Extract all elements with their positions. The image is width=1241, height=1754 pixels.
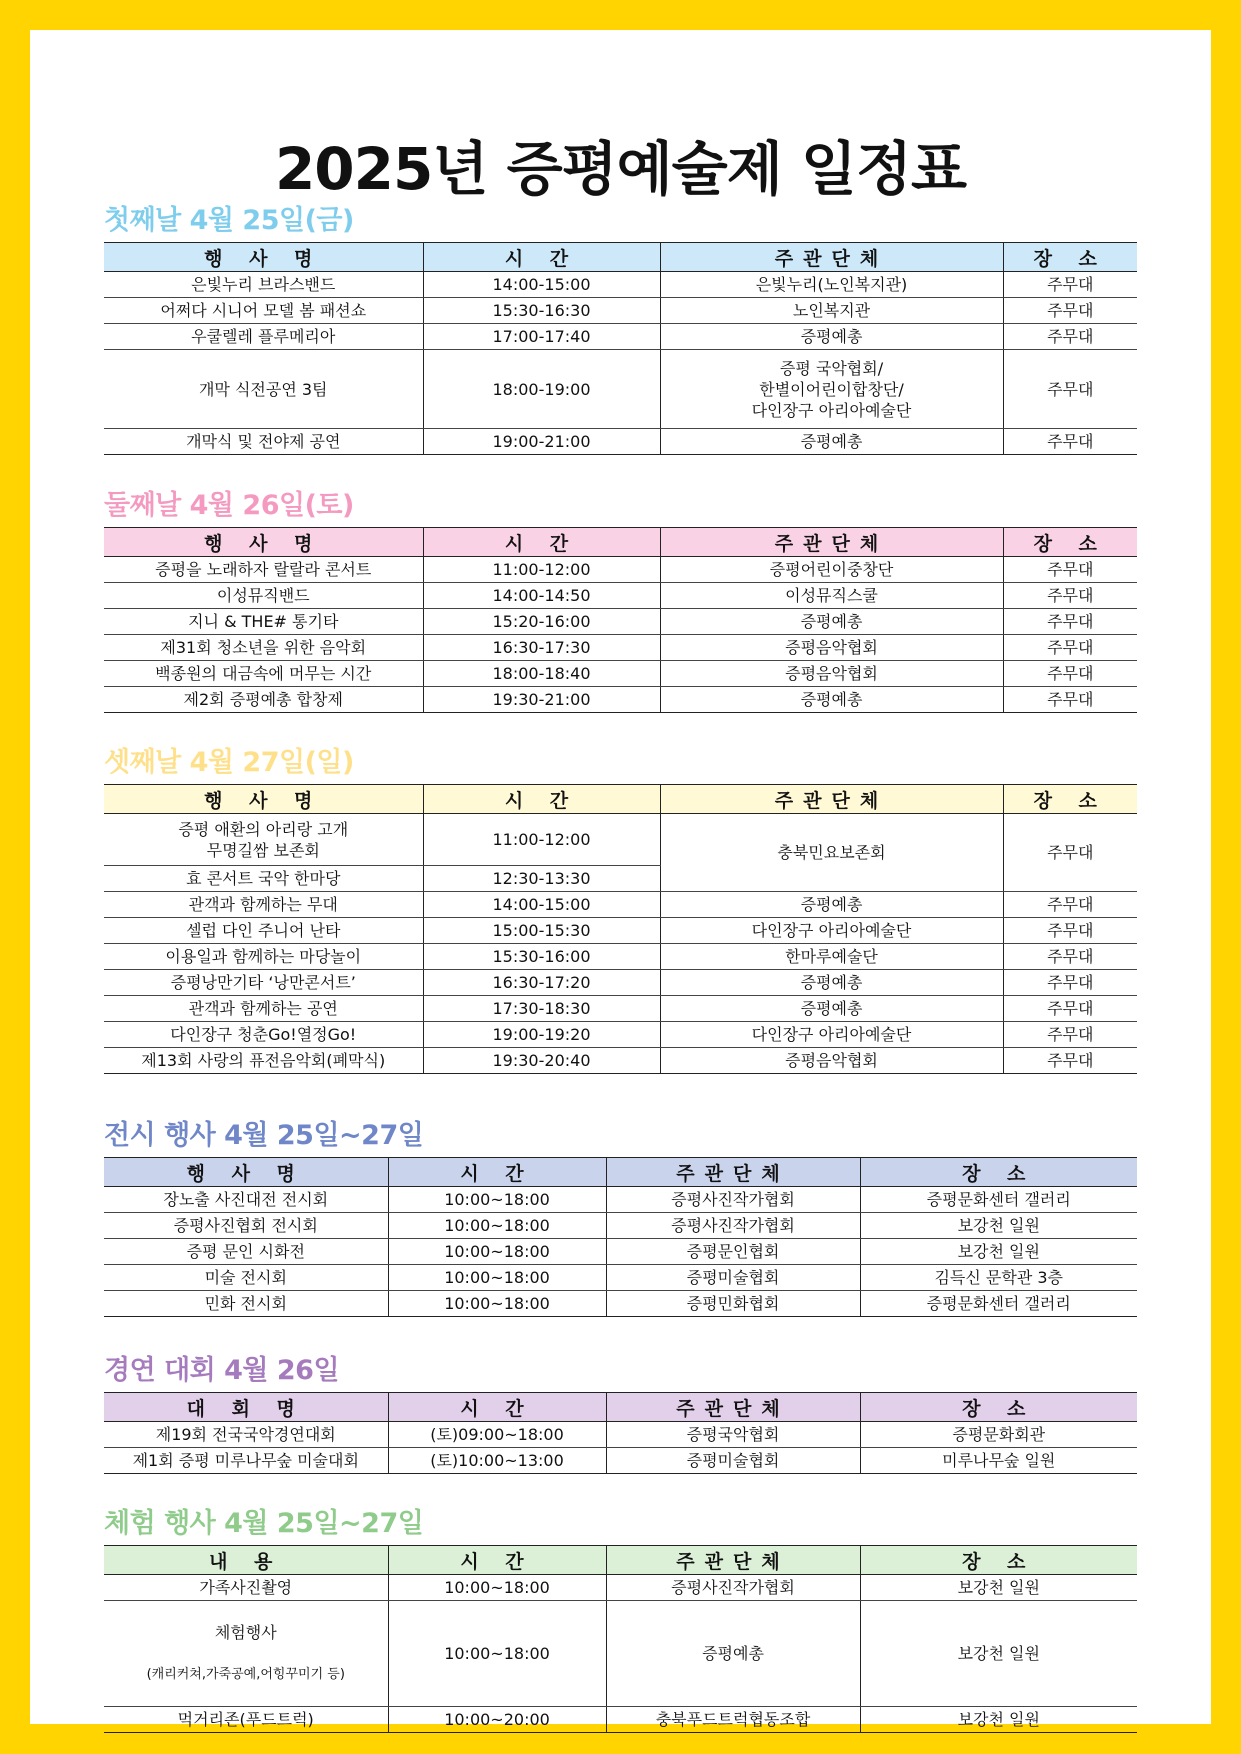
cell-time: (토)10:00~13:00: [388, 1448, 606, 1474]
cell-org: 증평국악협회: [606, 1422, 860, 1448]
cell-content: 먹거리존(푸드트럭): [104, 1707, 388, 1733]
cell-place: 주무대: [1003, 944, 1137, 970]
cell-org: 증평 국악협회/ 한별이어린이합창단/ 다인장구 아리아예술단: [660, 350, 1003, 429]
section-experience: [104, 1503, 1137, 1733]
cell-place: 주무대: [1003, 609, 1137, 635]
cell-org: 증평예총: [660, 429, 1003, 455]
table-header-row: [104, 243, 1137, 272]
table-row: [104, 1575, 1137, 1601]
col-header-org: 주관단체: [606, 1546, 860, 1575]
section-day2: [104, 485, 1137, 713]
cell-event: 이용일과 함께하는 마당놀이: [104, 944, 423, 970]
table-row: [104, 324, 1137, 350]
cell-org: 증평예총: [660, 996, 1003, 1022]
col-header-place: 장 소: [1003, 243, 1137, 272]
cell-place: 미루나무숲 일원: [860, 1448, 1137, 1474]
cell-place: 주무대: [1003, 635, 1137, 661]
col-header-org: 주관단체: [660, 785, 1003, 814]
cell-time: 14:00-15:00: [423, 272, 660, 298]
section-day3: [104, 742, 1137, 1074]
table-row: [104, 1022, 1137, 1048]
cell-org: 증평음악협회: [660, 661, 1003, 687]
table-row: [104, 661, 1137, 687]
section-day1: [104, 200, 1137, 455]
cell-place: 보강천 일원: [860, 1601, 1137, 1707]
cell-event: 개막식 및 전야제 공연: [104, 429, 423, 455]
cell-time: 19:30-21:00: [423, 687, 660, 713]
page-title: 2025년 증평예술제 일정표: [274, 135, 967, 203]
cell-org: 증평음악협회: [660, 1048, 1003, 1074]
cell-event: 제13회 사랑의 퓨전음악회(폐막식): [104, 1048, 423, 1074]
table-header-row: [104, 1158, 1137, 1187]
cell-event: 개막 식전공연 3팀: [104, 350, 423, 429]
schedule-table-experience: [104, 1545, 1137, 1733]
cell-org: 충북민요보존회: [660, 814, 1003, 892]
cell-place: 증평문화회관: [860, 1422, 1137, 1448]
table-row: [104, 635, 1137, 661]
section-heading-exhibit: 전시 행사 4월 25일~27일: [104, 1120, 424, 1151]
cell-event: 제31회 청소년을 위한 음악회: [104, 635, 423, 661]
cell-place: 주무대: [1003, 892, 1137, 918]
section-heading-day2: 둘째날 4월 26일(토): [104, 490, 354, 521]
cell-time: 11:00-12:00: [423, 557, 660, 583]
cell-org: 증평예총: [660, 324, 1003, 350]
cell-event: 지니 & THE# 통기타: [104, 609, 423, 635]
col-header-event: 행 사 명: [104, 785, 423, 814]
cell-time: 15:20-16:00: [423, 609, 660, 635]
table-row: [104, 298, 1137, 324]
cell-event: 증평을 노래하자 랄랄라 콘서트: [104, 557, 423, 583]
table-row: [104, 918, 1137, 944]
col-header-content: 내 용: [104, 1546, 388, 1575]
table-row: [104, 1187, 1137, 1213]
cell-time: 10:00~18:00: [388, 1213, 606, 1239]
section-exhibit: [104, 1115, 1137, 1317]
col-header-time: 시 간: [388, 1546, 606, 1575]
cell-org: 증평사진작가협회: [606, 1213, 860, 1239]
cell-place: 주무대: [1003, 324, 1137, 350]
table-row: [104, 996, 1137, 1022]
cell-time: 12:30-13:30: [423, 866, 660, 892]
col-header-org: 주관단체: [606, 1393, 860, 1422]
cell-place: 주무대: [1003, 687, 1137, 713]
cell-place: 주무대: [1003, 918, 1137, 944]
cell-time: 10:00~20:00: [388, 1707, 606, 1733]
table-row: [104, 1213, 1137, 1239]
cell-org: 증평예총: [660, 609, 1003, 635]
cell-place: 주무대: [1003, 814, 1137, 892]
cell-time: 19:00-21:00: [423, 429, 660, 455]
cell-event: 미술 전시회: [104, 1265, 388, 1291]
cell-place: 김득신 문학관 3층: [860, 1265, 1137, 1291]
col-header-place: 장 소: [860, 1158, 1137, 1187]
table-row: [104, 1291, 1137, 1317]
col-header-contest: 대 회 명: [104, 1393, 388, 1422]
table-row: [104, 1707, 1137, 1733]
table-row: [104, 944, 1137, 970]
cell-org: 이성뮤직스쿨: [660, 583, 1003, 609]
cell-time: 15:30-16:30: [423, 298, 660, 324]
cell-place: 주무대: [1003, 583, 1137, 609]
col-header-place: 장 소: [860, 1546, 1137, 1575]
cell-place: 주무대: [1003, 996, 1137, 1022]
cell-org: 증평예총: [606, 1601, 860, 1707]
schedule-table-day1: [104, 242, 1137, 455]
table-row: [104, 272, 1137, 298]
cell-event: 증평 문인 시화전: [104, 1239, 388, 1265]
cell-content: [104, 1601, 388, 1707]
cell-content-subtitle: (캐리커쳐,가죽공예,어힝꾸미기 등): [146, 1667, 345, 1682]
cell-org: 증평민화협회: [606, 1291, 860, 1317]
cell-event: 제2회 증평예총 합창제: [104, 687, 423, 713]
cell-time: 10:00~18:00: [388, 1291, 606, 1317]
cell-org: 증평미술협회: [606, 1265, 860, 1291]
col-header-time: 시 간: [423, 243, 660, 272]
cell-org: 증평미술협회: [606, 1448, 860, 1474]
col-header-time: 시 간: [423, 785, 660, 814]
cell-org: 증평사진작가협회: [606, 1187, 860, 1213]
cell-org: 증평예총: [660, 970, 1003, 996]
cell-event: 어쩌다 시니어 모델 봄 패션쇼: [104, 298, 423, 324]
schedule-table-exhibit: [104, 1157, 1137, 1317]
section-heading-day3: 셋째날 4월 27일(일): [104, 747, 354, 778]
table-header-row: [104, 785, 1137, 814]
table-row: [104, 557, 1137, 583]
table-row: [104, 609, 1137, 635]
cell-time: 16:30-17:30: [423, 635, 660, 661]
col-header-org: 주관단체: [606, 1158, 860, 1187]
schedule-table-day3: [104, 784, 1137, 1074]
cell-time: 10:00~18:00: [388, 1239, 606, 1265]
col-header-place: 장 소: [1003, 785, 1137, 814]
col-header-event: 행 사 명: [104, 1158, 388, 1187]
table-row: [104, 892, 1137, 918]
cell-time: 16:30-17:20: [423, 970, 660, 996]
cell-place: 주무대: [1003, 429, 1137, 455]
col-header-event: 행 사 명: [104, 528, 423, 557]
cell-time: 14:00-14:50: [423, 583, 660, 609]
col-header-org: 주관단체: [660, 243, 1003, 272]
cell-org: 은빛누리(노인복지관): [660, 272, 1003, 298]
cell-time: 10:00~18:00: [388, 1575, 606, 1601]
cell-place: 주무대: [1003, 272, 1137, 298]
cell-org: 다인장구 아리아예술단: [660, 1022, 1003, 1048]
col-header-org: 주관단체: [660, 528, 1003, 557]
cell-content-title: 체험행사: [214, 1623, 277, 1642]
table-header-row: [104, 1393, 1137, 1422]
poster-page: [30, 30, 1211, 1729]
table-row: [104, 1239, 1137, 1265]
table-row: [104, 814, 1137, 866]
cell-time: 17:30-18:30: [423, 996, 660, 1022]
cell-event: 증평낭만기타 ‘낭만콘서트’: [104, 970, 423, 996]
table-row: [104, 1422, 1137, 1448]
cell-contest: 제19회 전국국악경연대회: [104, 1422, 388, 1448]
col-header-time: 시 간: [388, 1393, 606, 1422]
cell-place: 주무대: [1003, 557, 1137, 583]
schedule-table-contest: [104, 1392, 1137, 1474]
table-row: [104, 1048, 1137, 1074]
cell-place: 증평문화센터 갤러리: [860, 1291, 1137, 1317]
table-header-row: [104, 528, 1137, 557]
section-heading-contest: 경연 대회 4월 26일: [104, 1355, 340, 1386]
cell-time: 18:00-18:40: [423, 661, 660, 687]
cell-time: 19:00-19:20: [423, 1022, 660, 1048]
cell-place: 주무대: [1003, 1022, 1137, 1048]
cell-place: 주무대: [1003, 298, 1137, 324]
col-header-place: 장 소: [1003, 528, 1137, 557]
cell-event: 민화 전시회: [104, 1291, 388, 1317]
cell-time: 17:00-17:40: [423, 324, 660, 350]
cell-place: 보강천 일원: [860, 1707, 1137, 1733]
cell-org: 증평어린이중창단: [660, 557, 1003, 583]
cell-event: 이성뮤직밴드: [104, 583, 423, 609]
table-row: [104, 1448, 1137, 1474]
cell-event: 효 콘서트 국악 한마당: [104, 866, 423, 892]
cell-org: 증평문인협회: [606, 1239, 860, 1265]
section-heading-experience: 체험 행사 4월 25일~27일: [104, 1508, 424, 1539]
cell-time: 15:00-15:30: [423, 918, 660, 944]
section-heading-day1: 첫째날 4월 25일(금): [104, 205, 354, 236]
cell-place: 보강천 일원: [860, 1239, 1137, 1265]
table-row: [104, 1601, 1137, 1707]
cell-org: 증평예총: [660, 687, 1003, 713]
table-row: [104, 1265, 1137, 1291]
cell-org: 증평예총: [660, 892, 1003, 918]
cell-event: 셀럽 다인 주니어 난타: [104, 918, 423, 944]
cell-org: 한마루예술단: [660, 944, 1003, 970]
cell-time: 11:00-12:00: [423, 814, 660, 866]
cell-content: 가족사진촬영: [104, 1575, 388, 1601]
cell-event: 증평사진협회 전시회: [104, 1213, 388, 1239]
table-row: [104, 583, 1137, 609]
cell-org: 증평음악협회: [660, 635, 1003, 661]
table-row: [104, 350, 1137, 429]
col-header-place: 장 소: [860, 1393, 1137, 1422]
section-contest: [104, 1350, 1137, 1474]
cell-time: 10:00~18:00: [388, 1601, 606, 1707]
cell-time: (토)09:00~18:00: [388, 1422, 606, 1448]
table-header-row: [104, 1546, 1137, 1575]
cell-event: 우쿨렐레 플루메리아: [104, 324, 423, 350]
cell-event: 백종원의 대금속에 머무는 시간: [104, 661, 423, 687]
cell-time: 19:30-20:40: [423, 1048, 660, 1074]
cell-place: 보강천 일원: [860, 1213, 1137, 1239]
schedule-table-day2: [104, 527, 1137, 713]
cell-place: 주무대: [1003, 350, 1137, 429]
cell-time: 14:00-15:00: [423, 892, 660, 918]
cell-place: 주무대: [1003, 661, 1137, 687]
table-row: [104, 429, 1137, 455]
cell-place: 주무대: [1003, 1048, 1137, 1074]
cell-event: 관객과 함께하는 무대: [104, 892, 423, 918]
cell-time: 10:00~18:00: [388, 1265, 606, 1291]
cell-event: 증평 애환의 아리랑 고개 무명길쌈 보존회: [104, 814, 423, 866]
table-row: [104, 970, 1137, 996]
col-header-time: 시 간: [388, 1158, 606, 1187]
cell-org: 증평사진작가협회: [606, 1575, 860, 1601]
cell-time: 15:30-16:00: [423, 944, 660, 970]
cell-place: 증평문화센터 갤러리: [860, 1187, 1137, 1213]
cell-org: 다인장구 아리아예술단: [660, 918, 1003, 944]
col-header-event: 행 사 명: [104, 243, 423, 272]
cell-time: 10:00~18:00: [388, 1187, 606, 1213]
cell-event: 관객과 함께하는 공연: [104, 996, 423, 1022]
col-header-time: 시 간: [423, 528, 660, 557]
cell-org: 충북푸드트럭협동조합: [606, 1707, 860, 1733]
cell-event: 은빛누리 브라스밴드: [104, 272, 423, 298]
cell-time: 18:00-19:00: [423, 350, 660, 429]
cell-event: 다인장구 청춘Go!열정Go!: [104, 1022, 423, 1048]
cell-place: 주무대: [1003, 970, 1137, 996]
cell-org: 노인복지관: [660, 298, 1003, 324]
cell-event: 장노출 사진대전 전시회: [104, 1187, 388, 1213]
table-row: [104, 687, 1137, 713]
cell-place: 보강천 일원: [860, 1575, 1137, 1601]
cell-contest: 제1회 증평 미루나무숲 미술대회: [104, 1448, 388, 1474]
